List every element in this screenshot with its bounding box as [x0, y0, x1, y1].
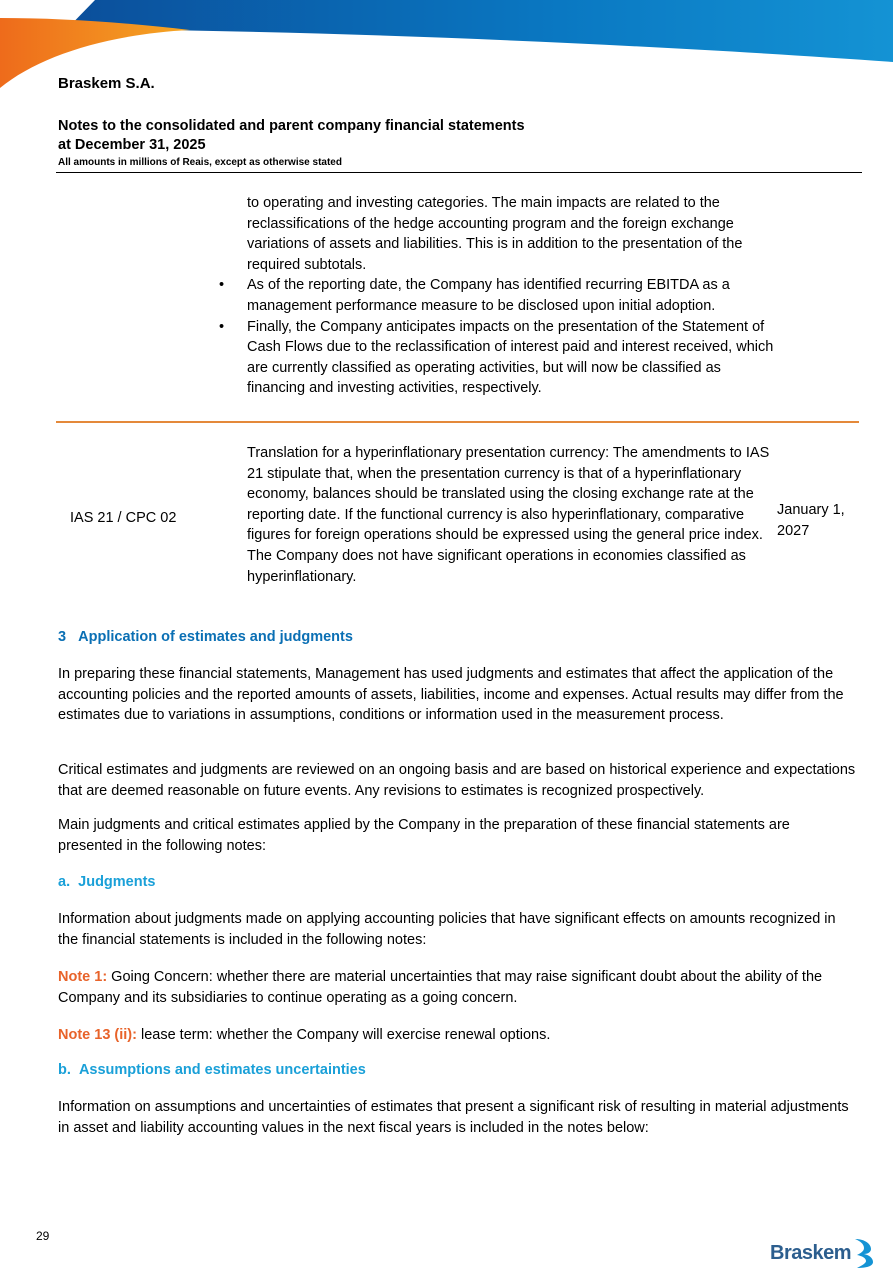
note-text: Going Concern: whether there are material uncertainties that may raise significant doubt about the ability of the Company and its subsidiaries to continue operating as a going concern.: [58, 969, 823, 1006]
company-name: Braskem S.A.: [58, 75, 155, 92]
page-number: 29: [36, 1229, 50, 1243]
subsection-label: a.: [58, 874, 71, 890]
note-label: Note 1:: [58, 969, 108, 985]
paragraph: Main judgments and critical estimates applied by the Company in the preparation of these financial statements are presented in the following notes:: [58, 817, 790, 854]
subsection-heading-b: [58, 1062, 366, 1078]
table-continuation-cell: [219, 193, 777, 399]
bullet-text: Finally, the Company anticipates impacts on the presentation of the Statement of Cash Flows due to the reclassification of interest paid and interest received, which are currently classified as operating activities, but will now be classified as financing and investing activities, respectively.: [247, 318, 774, 397]
bullet-list: [219, 275, 777, 399]
note-reference: [58, 967, 858, 1008]
table-cell-description: Translation for a hyperinflationary presentation currency: The amendments to IAS 21 stipulate that, when the presentation currency is that of a hyperinflationary economy, balances should be translated using the closing exchange rate at the reporting date. If the functional currency is also hyperinflationary, comparative figures for foreign operations should be expressed using the general price index. The Company does not have significant operations in economies classified as hyperinflationary.: [247, 445, 770, 585]
document-title-line1: Notes to the consolidated and parent company financial statements: [58, 118, 525, 134]
paragraph: Information on assumptions and uncertainties of estimates that present a significant risk of resulting in material adjustments in asset and liability accounting values in the next fiscal years is included in the notes below:: [58, 1099, 849, 1136]
continued-text: to operating and investing categories. The main impacts are related to the reclassifications of the hedge accounting program and the foreign exchange variations of assets and liabilities. This is in addition to the presentation of the required subtotals.: [247, 195, 743, 273]
braskem-logo-icon: [851, 1237, 875, 1269]
table-cell-standard: IAS 21 / CPC 02: [70, 510, 177, 526]
list-item: [219, 275, 777, 316]
section-heading: [58, 629, 353, 645]
subsection-label: b.: [58, 1062, 71, 1078]
bullet-icon: •: [219, 277, 225, 294]
table-cell-effective-date: January 1, 2027: [777, 502, 845, 539]
header-divider: [56, 172, 862, 173]
list-item: [219, 317, 777, 399]
note-reference: [58, 1025, 858, 1046]
table-row-divider: [56, 421, 859, 423]
bullet-icon: •: [219, 318, 225, 335]
banner-blue-band: [60, 0, 893, 62]
bullet-text: As of the reporting date, the Company has identified recurring EBITDA as a management performance measure to be disclosed upon initial adoption.: [247, 277, 730, 314]
logo-text: Braskem: [770, 1241, 852, 1264]
note-text: lease term: whether the Company will exercise renewal options.: [136, 1027, 551, 1043]
braskem-logo: [770, 1237, 875, 1269]
paragraph: Information about judgments made on applying accounting policies that have significant effects on amounts recognized in the financial statements is included in the following notes:: [58, 911, 836, 948]
document-title-line2: at December 31, 2025: [58, 137, 206, 153]
document-subtitle: All amounts in millions of Reais, except as otherwise stated: [58, 157, 342, 168]
paragraph: Critical estimates and judgments are reviewed on an ongoing basis and are based on historical experience and expectations that are deemed reasonable on future events. Any revisions to estimates is recognized prospectively.: [58, 762, 856, 799]
section-title: Application of estimates and judgments: [78, 629, 353, 645]
subsection-title: Assumptions and estimates uncertainties: [78, 1062, 366, 1078]
subsection-title: Judgments: [78, 874, 156, 890]
section-number: 3: [58, 629, 67, 645]
note-label: Note 13 (ii):: [58, 1027, 137, 1043]
paragraph: In preparing these financial statements, Management has used judgments and estimates that affect the application of the accounting policies and the reported amounts of assets, liabilities, income and expenses. Actual results may differ from the estimates due to variations in assumptions, conditions or information used in the measurement process.: [58, 666, 844, 724]
subsection-heading-a: [58, 874, 156, 890]
